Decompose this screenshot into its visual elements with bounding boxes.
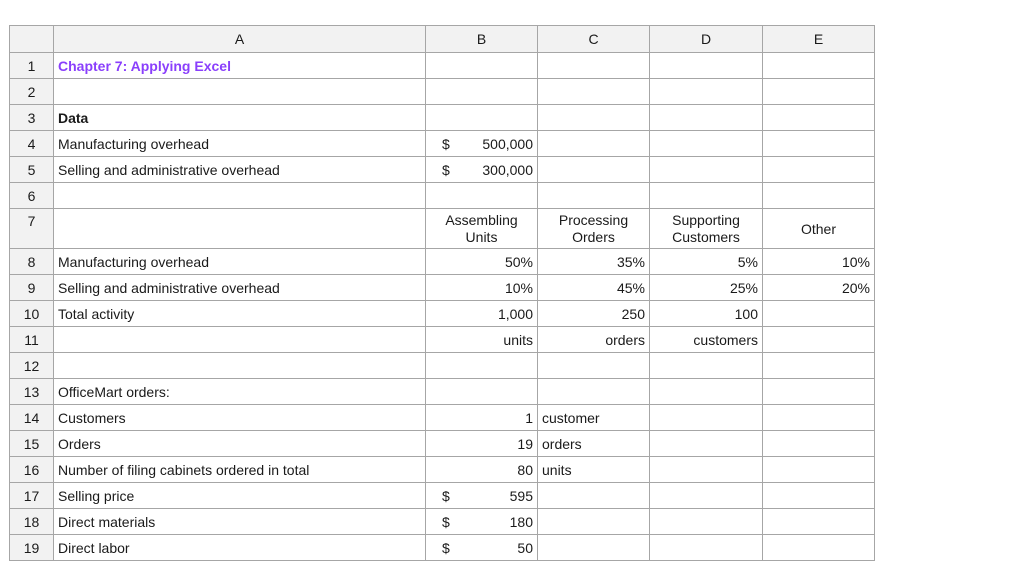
cell-d12[interactable] bbox=[650, 353, 763, 379]
cell-b4-value: 500,000 bbox=[482, 135, 533, 152]
row-header-5[interactable]: 5 bbox=[10, 157, 54, 183]
cell-b1[interactable] bbox=[426, 53, 538, 79]
cell-a9[interactable]: Selling and administrative overhead bbox=[54, 275, 426, 301]
row-header-11[interactable]: 11 bbox=[10, 327, 54, 353]
cell-b17-value: 595 bbox=[509, 487, 533, 504]
cell-b19[interactable] bbox=[426, 535, 538, 561]
row-header-16[interactable]: 16 bbox=[10, 457, 54, 483]
cell-c17[interactable] bbox=[538, 483, 650, 509]
cell-a17[interactable]: Selling price bbox=[54, 483, 426, 509]
cell-a19[interactable]: Direct labor bbox=[54, 535, 426, 561]
cell-b18[interactable] bbox=[426, 509, 538, 535]
currency-symbol: $ bbox=[442, 487, 450, 504]
cell-d13[interactable] bbox=[650, 379, 763, 405]
cell-e2[interactable] bbox=[763, 79, 875, 105]
cell-e17[interactable] bbox=[763, 483, 875, 509]
column-header-c[interactable]: C bbox=[538, 26, 650, 53]
row-header-2[interactable]: 2 bbox=[10, 79, 54, 105]
cell-e3[interactable] bbox=[763, 105, 875, 131]
cell-c2[interactable] bbox=[538, 79, 650, 105]
column-header-d[interactable]: D bbox=[650, 26, 763, 53]
cell-a4[interactable]: Manufacturing overhead bbox=[54, 131, 426, 157]
cell-e6[interactable] bbox=[763, 183, 875, 209]
cell-e15[interactable] bbox=[763, 431, 875, 457]
cell-c4[interactable] bbox=[538, 131, 650, 157]
currency-symbol: $ bbox=[442, 539, 450, 556]
cell-a3-data-heading[interactable]: Data bbox=[54, 105, 426, 131]
cell-a6[interactable] bbox=[54, 183, 426, 209]
cell-c3[interactable] bbox=[538, 105, 650, 131]
cell-e7-header[interactable]: Other bbox=[763, 209, 875, 249]
cell-e4[interactable] bbox=[763, 131, 875, 157]
cell-c10[interactable]: 250 bbox=[538, 301, 650, 327]
row-header-17[interactable]: 17 bbox=[10, 483, 54, 509]
row-header-6[interactable]: 6 bbox=[10, 183, 54, 209]
cell-d19[interactable] bbox=[650, 535, 763, 561]
cell-d3[interactable] bbox=[650, 105, 763, 131]
row-header-9[interactable]: 9 bbox=[10, 275, 54, 301]
cell-a15[interactable]: Orders bbox=[54, 431, 426, 457]
cell-b9[interactable]: 10% bbox=[426, 275, 538, 301]
row-header-8[interactable]: 8 bbox=[10, 249, 54, 275]
cell-d17[interactable] bbox=[650, 483, 763, 509]
cell-b14[interactable]: 1 bbox=[426, 405, 538, 431]
row-header-10[interactable]: 10 bbox=[10, 301, 54, 327]
cell-c5[interactable] bbox=[538, 157, 650, 183]
cell-d8[interactable]: 5% bbox=[650, 249, 763, 275]
column-header-a[interactable]: A bbox=[54, 26, 426, 53]
cell-a8[interactable]: Manufacturing overhead bbox=[54, 249, 426, 275]
row-header-12[interactable]: 12 bbox=[10, 353, 54, 379]
cell-c18[interactable] bbox=[538, 509, 650, 535]
column-header-e[interactable]: E bbox=[763, 26, 875, 53]
cell-e12[interactable] bbox=[763, 353, 875, 379]
cell-d5[interactable] bbox=[650, 157, 763, 183]
cell-c9[interactable]: 45% bbox=[538, 275, 650, 301]
cell-a2[interactable] bbox=[54, 79, 426, 105]
cell-d4[interactable] bbox=[650, 131, 763, 157]
currency-symbol: $ bbox=[442, 161, 450, 178]
cell-c12[interactable] bbox=[538, 353, 650, 379]
row-header-7[interactable]: 7 bbox=[10, 209, 54, 249]
cell-b17[interactable] bbox=[426, 483, 538, 509]
cell-b5-value: 300,000 bbox=[482, 161, 533, 178]
cell-d16[interactable] bbox=[650, 457, 763, 483]
cell-e1[interactable] bbox=[763, 53, 875, 79]
cell-c8[interactable]: 35% bbox=[538, 249, 650, 275]
cell-d15[interactable] bbox=[650, 431, 763, 457]
cell-a12[interactable] bbox=[54, 353, 426, 379]
currency-symbol: $ bbox=[442, 135, 450, 152]
cell-e18[interactable] bbox=[763, 509, 875, 535]
cell-d7-header[interactable]: Supporting Customers bbox=[650, 209, 763, 249]
cell-c11[interactable]: orders bbox=[538, 327, 650, 353]
cell-a10[interactable]: Total activity bbox=[54, 301, 426, 327]
cell-c6[interactable] bbox=[538, 183, 650, 209]
row-header-3[interactable]: 3 bbox=[10, 105, 54, 131]
column-header-b[interactable]: B bbox=[426, 26, 538, 53]
cell-d11[interactable]: customers bbox=[650, 327, 763, 353]
cell-b5[interactable] bbox=[426, 157, 538, 183]
cell-e13[interactable] bbox=[763, 379, 875, 405]
cell-b6[interactable] bbox=[426, 183, 538, 209]
cell-a16[interactable]: Number of filing cabinets ordered in total bbox=[54, 457, 426, 483]
cell-a5[interactable]: Selling and administrative overhead bbox=[54, 157, 426, 183]
cell-e10[interactable] bbox=[763, 301, 875, 327]
row-header-19[interactable]: 19 bbox=[10, 535, 54, 561]
cell-c15[interactable]: orders bbox=[538, 431, 650, 457]
row-header-1[interactable]: 1 bbox=[10, 53, 54, 79]
cell-b16[interactable]: 80 bbox=[426, 457, 538, 483]
cell-d9[interactable]: 25% bbox=[650, 275, 763, 301]
currency-symbol: $ bbox=[442, 513, 450, 530]
cell-c7-header[interactable]: Processing Orders bbox=[538, 209, 650, 249]
spreadsheet-grid bbox=[9, 25, 875, 561]
row-header-13[interactable]: 13 bbox=[10, 379, 54, 405]
cell-b3[interactable] bbox=[426, 105, 538, 131]
cell-a11[interactable] bbox=[54, 327, 426, 353]
select-all-corner[interactable] bbox=[10, 26, 54, 53]
cell-a18[interactable]: Direct materials bbox=[54, 509, 426, 535]
cell-a7[interactable] bbox=[54, 209, 426, 249]
cell-b13[interactable] bbox=[426, 379, 538, 405]
cell-d2[interactable] bbox=[650, 79, 763, 105]
cell-b10[interactable]: 1,000 bbox=[426, 301, 538, 327]
row-header-14[interactable]: 14 bbox=[10, 405, 54, 431]
cell-b8[interactable]: 50% bbox=[426, 249, 538, 275]
cell-c13[interactable] bbox=[538, 379, 650, 405]
cell-b4[interactable] bbox=[426, 131, 538, 157]
cell-c19[interactable] bbox=[538, 535, 650, 561]
cell-a13[interactable]: OfficeMart orders: bbox=[54, 379, 426, 405]
cell-b18-value: 180 bbox=[509, 513, 533, 530]
cell-b2[interactable] bbox=[426, 79, 538, 105]
cell-b12[interactable] bbox=[426, 353, 538, 379]
cell-e9[interactable]: 20% bbox=[763, 275, 875, 301]
cell-d10[interactable]: 100 bbox=[650, 301, 763, 327]
cell-e8[interactable]: 10% bbox=[763, 249, 875, 275]
cell-b15[interactable]: 19 bbox=[426, 431, 538, 457]
cell-b7-header[interactable]: Assembling Units bbox=[426, 209, 538, 249]
cell-e11[interactable] bbox=[763, 327, 875, 353]
cell-d14[interactable] bbox=[650, 405, 763, 431]
row-header-4[interactable]: 4 bbox=[10, 131, 54, 157]
cell-e14[interactable] bbox=[763, 405, 875, 431]
cell-e16[interactable] bbox=[763, 457, 875, 483]
cell-d6[interactable] bbox=[650, 183, 763, 209]
cell-c1[interactable] bbox=[538, 53, 650, 79]
cell-d1[interactable] bbox=[650, 53, 763, 79]
cell-a1-title[interactable]: Chapter 7: Applying Excel bbox=[54, 53, 426, 79]
cell-c16[interactable]: units bbox=[538, 457, 650, 483]
cell-b11[interactable]: units bbox=[426, 327, 538, 353]
row-header-18[interactable]: 18 bbox=[10, 509, 54, 535]
cell-c14[interactable]: customer bbox=[538, 405, 650, 431]
cell-e19[interactable] bbox=[763, 535, 875, 561]
cell-e5[interactable] bbox=[763, 157, 875, 183]
row-header-15[interactable]: 15 bbox=[10, 431, 54, 457]
cell-b19-value: 50 bbox=[517, 539, 533, 556]
cell-a14[interactable]: Customers bbox=[54, 405, 426, 431]
cell-d18[interactable] bbox=[650, 509, 763, 535]
